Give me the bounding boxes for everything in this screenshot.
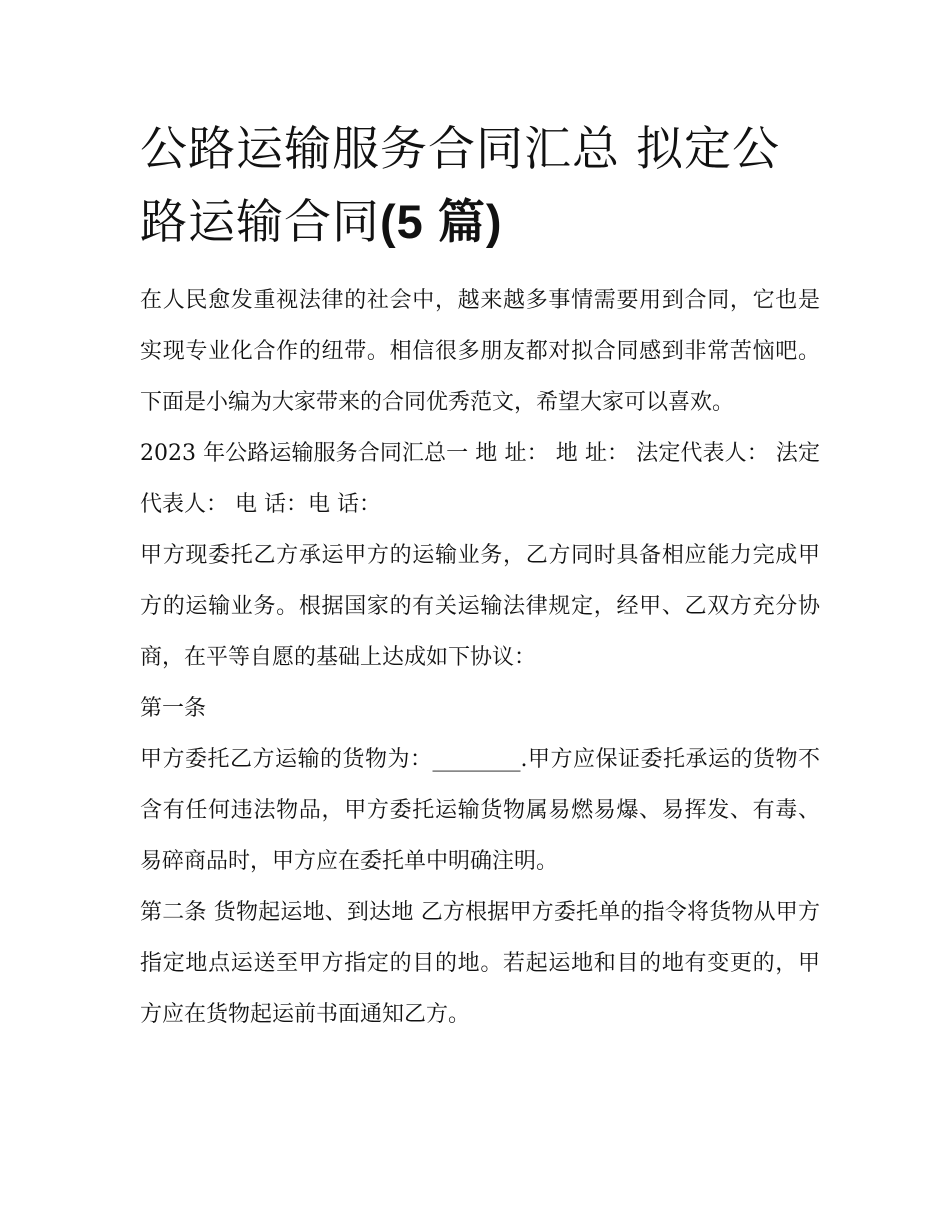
document-body xyxy=(140,275,820,1040)
contract-parties-paragraph: 2023 年公路运输服务合同汇总一 地 址： 地 址： 法定代表人： 法定代表人： 电 话：电 话： xyxy=(140,441,820,517)
document-title-main: 公路运输服务合同汇总 拟定公路运输合同 xyxy=(140,122,780,250)
article-one-paragraph: 甲方委托乙方运输的货物为：________.甲方应保证委托承运的货物不含有任何违法物品，甲方委托运输货物属易燃易爆、易挥发、有毒、易碎商品时，甲方应在委托单中明确注明。 xyxy=(140,747,820,874)
document-title xyxy=(140,114,820,259)
document-title-suffix: (5 篇) xyxy=(380,195,503,248)
intro-paragraph: 在人民愈发重视法律的社会中，越来越多事情需要用到合同，它也是实现专业化合作的纽带。相信很多朋友都对拟合同感到非常苦恼吧。下面是小编为大家带来的合同优秀范文，希望大家可以喜欢。 xyxy=(140,288,820,415)
article-one-heading: 第一条 xyxy=(140,696,207,721)
contract-preamble-paragraph: 甲方现委托乙方承运甲方的运输业务，乙方同时具备相应能力完成甲方的运输业务。根据国家的有关运输法律规定，经甲、乙双方充分协商，在平等自愿的基础上达成如下协议： xyxy=(140,543,820,670)
article-two-paragraph: 第二条 货物起运地、到达地 乙方根据甲方委托单的指令将货物从甲方指定地点运送至甲方指定的目的地。若起运地和目的地有变更的，甲方应在货物起运前书面通知乙方。 xyxy=(140,900,820,1027)
